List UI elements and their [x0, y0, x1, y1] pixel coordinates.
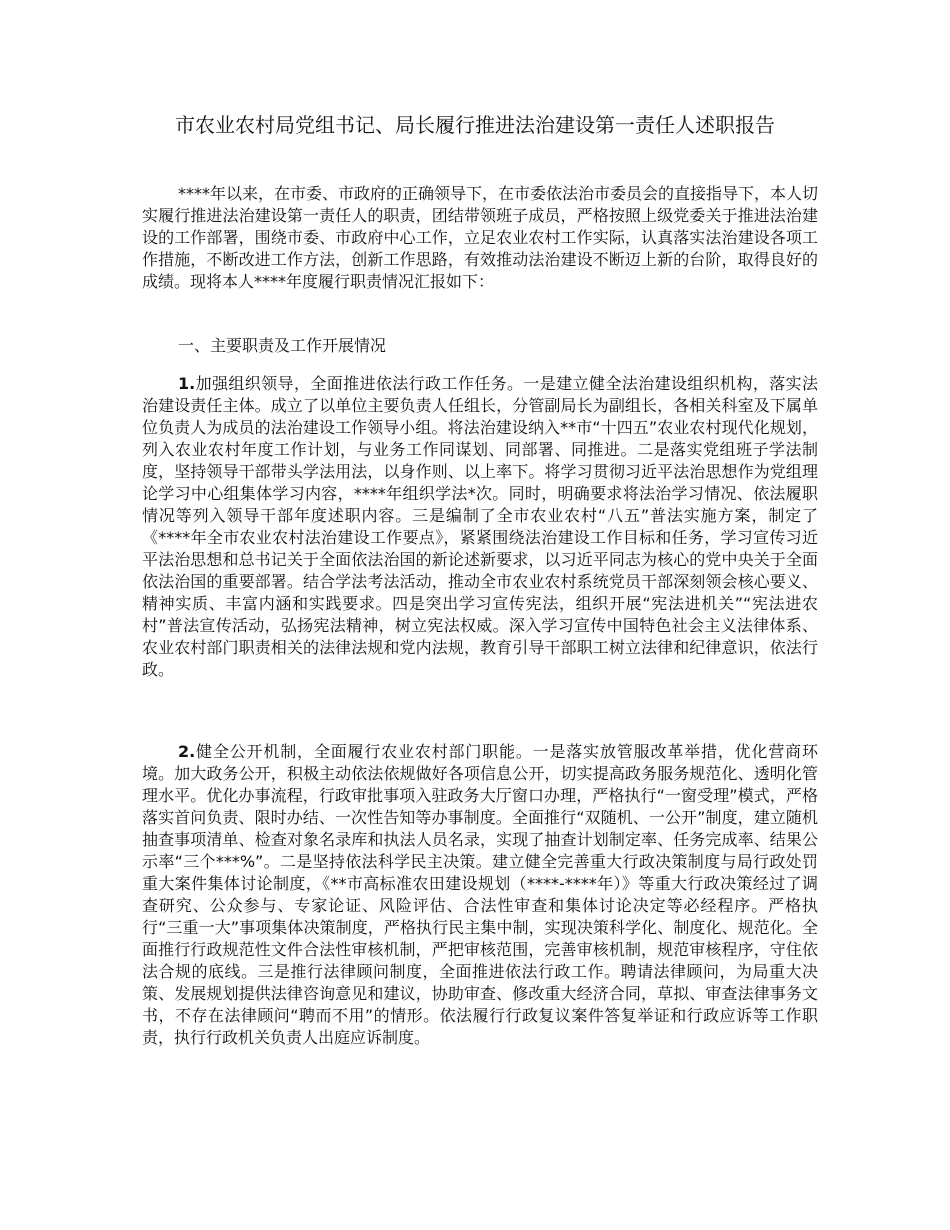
section-heading: 一、主要职责及工作开展情况	[178, 336, 387, 355]
item-text: 加强组织领导，全面推进依法行政工作任务。一是建立健全法治建设组织机构，落实法治建设责任主体。成立了以单位主要负责人任组长，分管副局长为副组长，各相关科室及下属单位负责人为成员的法治建设工作领导小组。将法治建设纳入**市“十四五”农业农村现代化规划，列入农业农村年度工作计划，与业务工作同谋划、同部署、同推进。二是落实党组班子学法制度，坚持领导干部带头学法用法，以身作则、以上率下。将学习贯彻习近平法治思想作为党组理论学习中心组集体学习内容，****年组织学法*次。同时，明确要求将法治学习情况、依法履职情况等列入领导干部年度述职内容。三是编制了全市农业农村“八五”普法实施方案，制定了《****年全市农业农村法治建设工作要点》，紧紧围绕法治建设工作目标和任务，学习宣传习近平法治思想和总书记关于全面依法治国的新论述新要求，以习近平同志为核心的党中央关于全面依法治国的重要部署。结合学法考法活动，推动全市农业农村系统党员干部深刻领会核心要义、精神实质、丰富内涵和实践要求。四是突出学习宣传宪法，组织开展“宪法进机关”“宪法进农村”普法宣传活动，弘扬宪法精神，树立宪法权威。深入学习宣传中国特色社会主义法律体系、农业农村部门职责相关的法律法规和党内法规，教育引导干部职工树立法律和纪律意识，依法行政。	[142, 374, 818, 679]
intro-paragraph: ****年以来，在市委、市政府的正确领导下，在市委依法治市委员会的直接指导下，本人切实履行推进法治建设第一责任人的职责，团结带领班子成员，严格按照上级党委关于推进法治建设的工作部署，围绕市委、市政府中心工作，立足农业农村工作实际，认真落实法治建设各项工作措施，不断改进工作方法，创新工作思路，有效推动法治建设不断迈上新的台阶，取得良好的成绩。现将本人****年度履行职责情况汇报如下：	[142, 184, 819, 291]
document-title: 市农业农村局党组书记、局长履行推进法治建设第一责任人述职报告	[175, 113, 775, 137]
item-text: 健全公开机制，全面履行农业农村部门职能。一是落实放管服改革举措，优化营商环境。加大政务公开，积极主动依法依规做好各项信息公开，切实提高政务服务规范化、透明化管理水平。优化办事流程，行政审批事项入驻政务大厅窗口办理，严格执行“一窗受理”模式，严格落实首问负责、限时办结、一次性告知等办事制度。全面推行“双随机、一公开”制度，建立随机抽查事项清单、检查对象名录库和执法人员名录，实现了抽查计划制定率、任务完成率、结果公示率“三个***%”。二是坚持依法科学民主决策。建立健全完善重大行政决策制度与局行政处罚重大案件集体讨论制度，《**市高标准农田建设规划（****-****年）》等重大行政决策经过了调查研究、公众参与、专家论证、风险评估、合法性审查和集体讨论决定等必经程序。严格执行“三重一大”事项集体决策制度，严格执行民主集中制，实现决策科学化、制度化、规范化。全面推行行政规范性文件合法性审核机制，严把审核范围，完善审核机制，规范审核程序，守住依法合规的底线。三是推行法律顾问制度，全面推进依法行政工作。聘请法律顾问，为局重大决策、发展规划提供法律咨询意见和建议，协助审查、修改重大经济合同，草拟、审查法律事务文书，不存在法律顾问“聘而不用”的情形。依法履行行政复议案件答复举证和行政应诉等工作职责，执行行政机关负责人出庭应诉制度。	[142, 742, 818, 1047]
item-number: 2.	[178, 742, 196, 761]
item-paragraph-1	[142, 373, 818, 681]
item-paragraph-2	[142, 741, 818, 1049]
item-number: 1.	[178, 374, 196, 393]
